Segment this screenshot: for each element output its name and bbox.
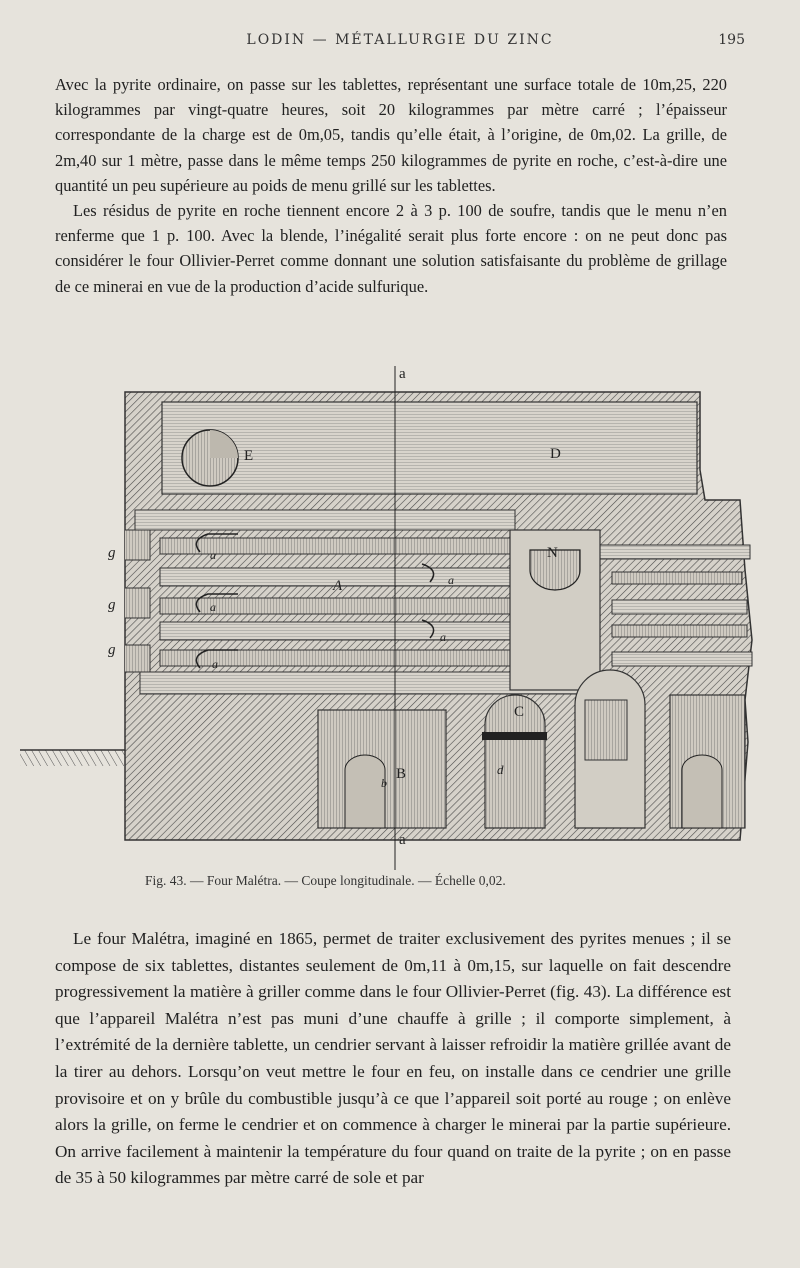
- shelf: [160, 622, 520, 640]
- label-n: N: [547, 545, 558, 561]
- label-a-shelf: A: [333, 578, 343, 594]
- label-g: g: [108, 642, 116, 658]
- ground-hatch: [20, 750, 130, 766]
- furnace-figure: [0, 360, 800, 880]
- running-title: LODIN — MÉTALLURGIE DU ZINC: [246, 32, 554, 48]
- furnace-section-drawing: [0, 360, 800, 880]
- paragraph: Les résidus de pyrite en roche tiennent encore 2 à 3 p. 100 de soufre, tandis que le menu n’en renferme que 1 p. 100. Avec la blende, l’inégalité serait plus forte encore : on ne peut donc pas considérer le four Ollivier-Perret comme donnant une solution satisfaisante du problème de grillage de ce minerai en vue de la production d’acide sulfurique.: [55, 201, 727, 296]
- label-d: D: [550, 446, 561, 462]
- chamber-d: [162, 402, 697, 494]
- page-number: 195: [718, 32, 745, 48]
- label-g: g: [108, 597, 116, 613]
- bottom-text: [55, 926, 731, 1192]
- label-a-small: a: [448, 573, 454, 587]
- label-d-small: d: [497, 762, 504, 777]
- paragraph: Avec la pyrite ordinaire, on passe sur les tablettes, représentant une surface totale de 10m,25, 220 kilogrammes par vingt-quatre heures, soit 20 kilogrammes par mètre carré ; l’épaisseur correspondante de la charge est de 0m,05, tandis qu’elle était, à l’origine, de 0m,02. La grille, de 2m,40 sur 1 mètre, passe dans le même temps 250 kilogrammes de pyrite en roche, c’est-à-dire une quantité un peu supérieure au poids de menu grillé sur les tablettes.: [55, 75, 727, 195]
- label-e: E: [244, 448, 254, 464]
- label-a-small: a: [210, 548, 216, 562]
- label-a-bottom: a: [399, 832, 406, 848]
- label-g: g: [108, 545, 116, 561]
- label-a-small: a: [210, 600, 216, 614]
- label-b-lower: b: [381, 776, 387, 790]
- label-a-top: a: [399, 366, 406, 382]
- label-a-small: a: [440, 630, 446, 644]
- label-a-small: a: [212, 657, 218, 671]
- paragraph: Le four Malétra, imaginé en 1865, permet de traiter exclusivement des pyrites menues ; il se compose de six tablettes, distantes seulement de 0m,11 à 0m,15, sur laquelle on fait descendre progressivement la matière à griller comme dans le four Ollivier-Perret (fig. 43). La différence est que l’appareil Malétra n’est pas muni d’une chauffe à grille ; il comporte simplement, à l’extrémité de la dernière tablette, un cendrier servant à laisser refroidir la matière grillée avant de la tirer au dehors. Lorsqu’on veut mettre le four en feu, on installe dans ce cendrier une grille provisoire et on y brûle du combustible jusqu’à ce que l’appareil soit porté au rouge ; on enlève alors la grille, on ferme le cendrier et on commence à charger le minerai par la partie supérieure. On arrive facilement à maintenir la température du four quand on traite de la pyrite ; on en passe de 35 à 50 kilogrammes par mètre carré de sole et par: [55, 929, 731, 1188]
- label-c: C: [514, 704, 525, 720]
- figure-caption: Fig. 43. — Four Malétra. — Coupe longitudinale. — Échelle 0,02.: [145, 873, 506, 888]
- page-header: [55, 32, 745, 56]
- top-text: [55, 72, 727, 299]
- label-b-upper: B: [396, 766, 407, 782]
